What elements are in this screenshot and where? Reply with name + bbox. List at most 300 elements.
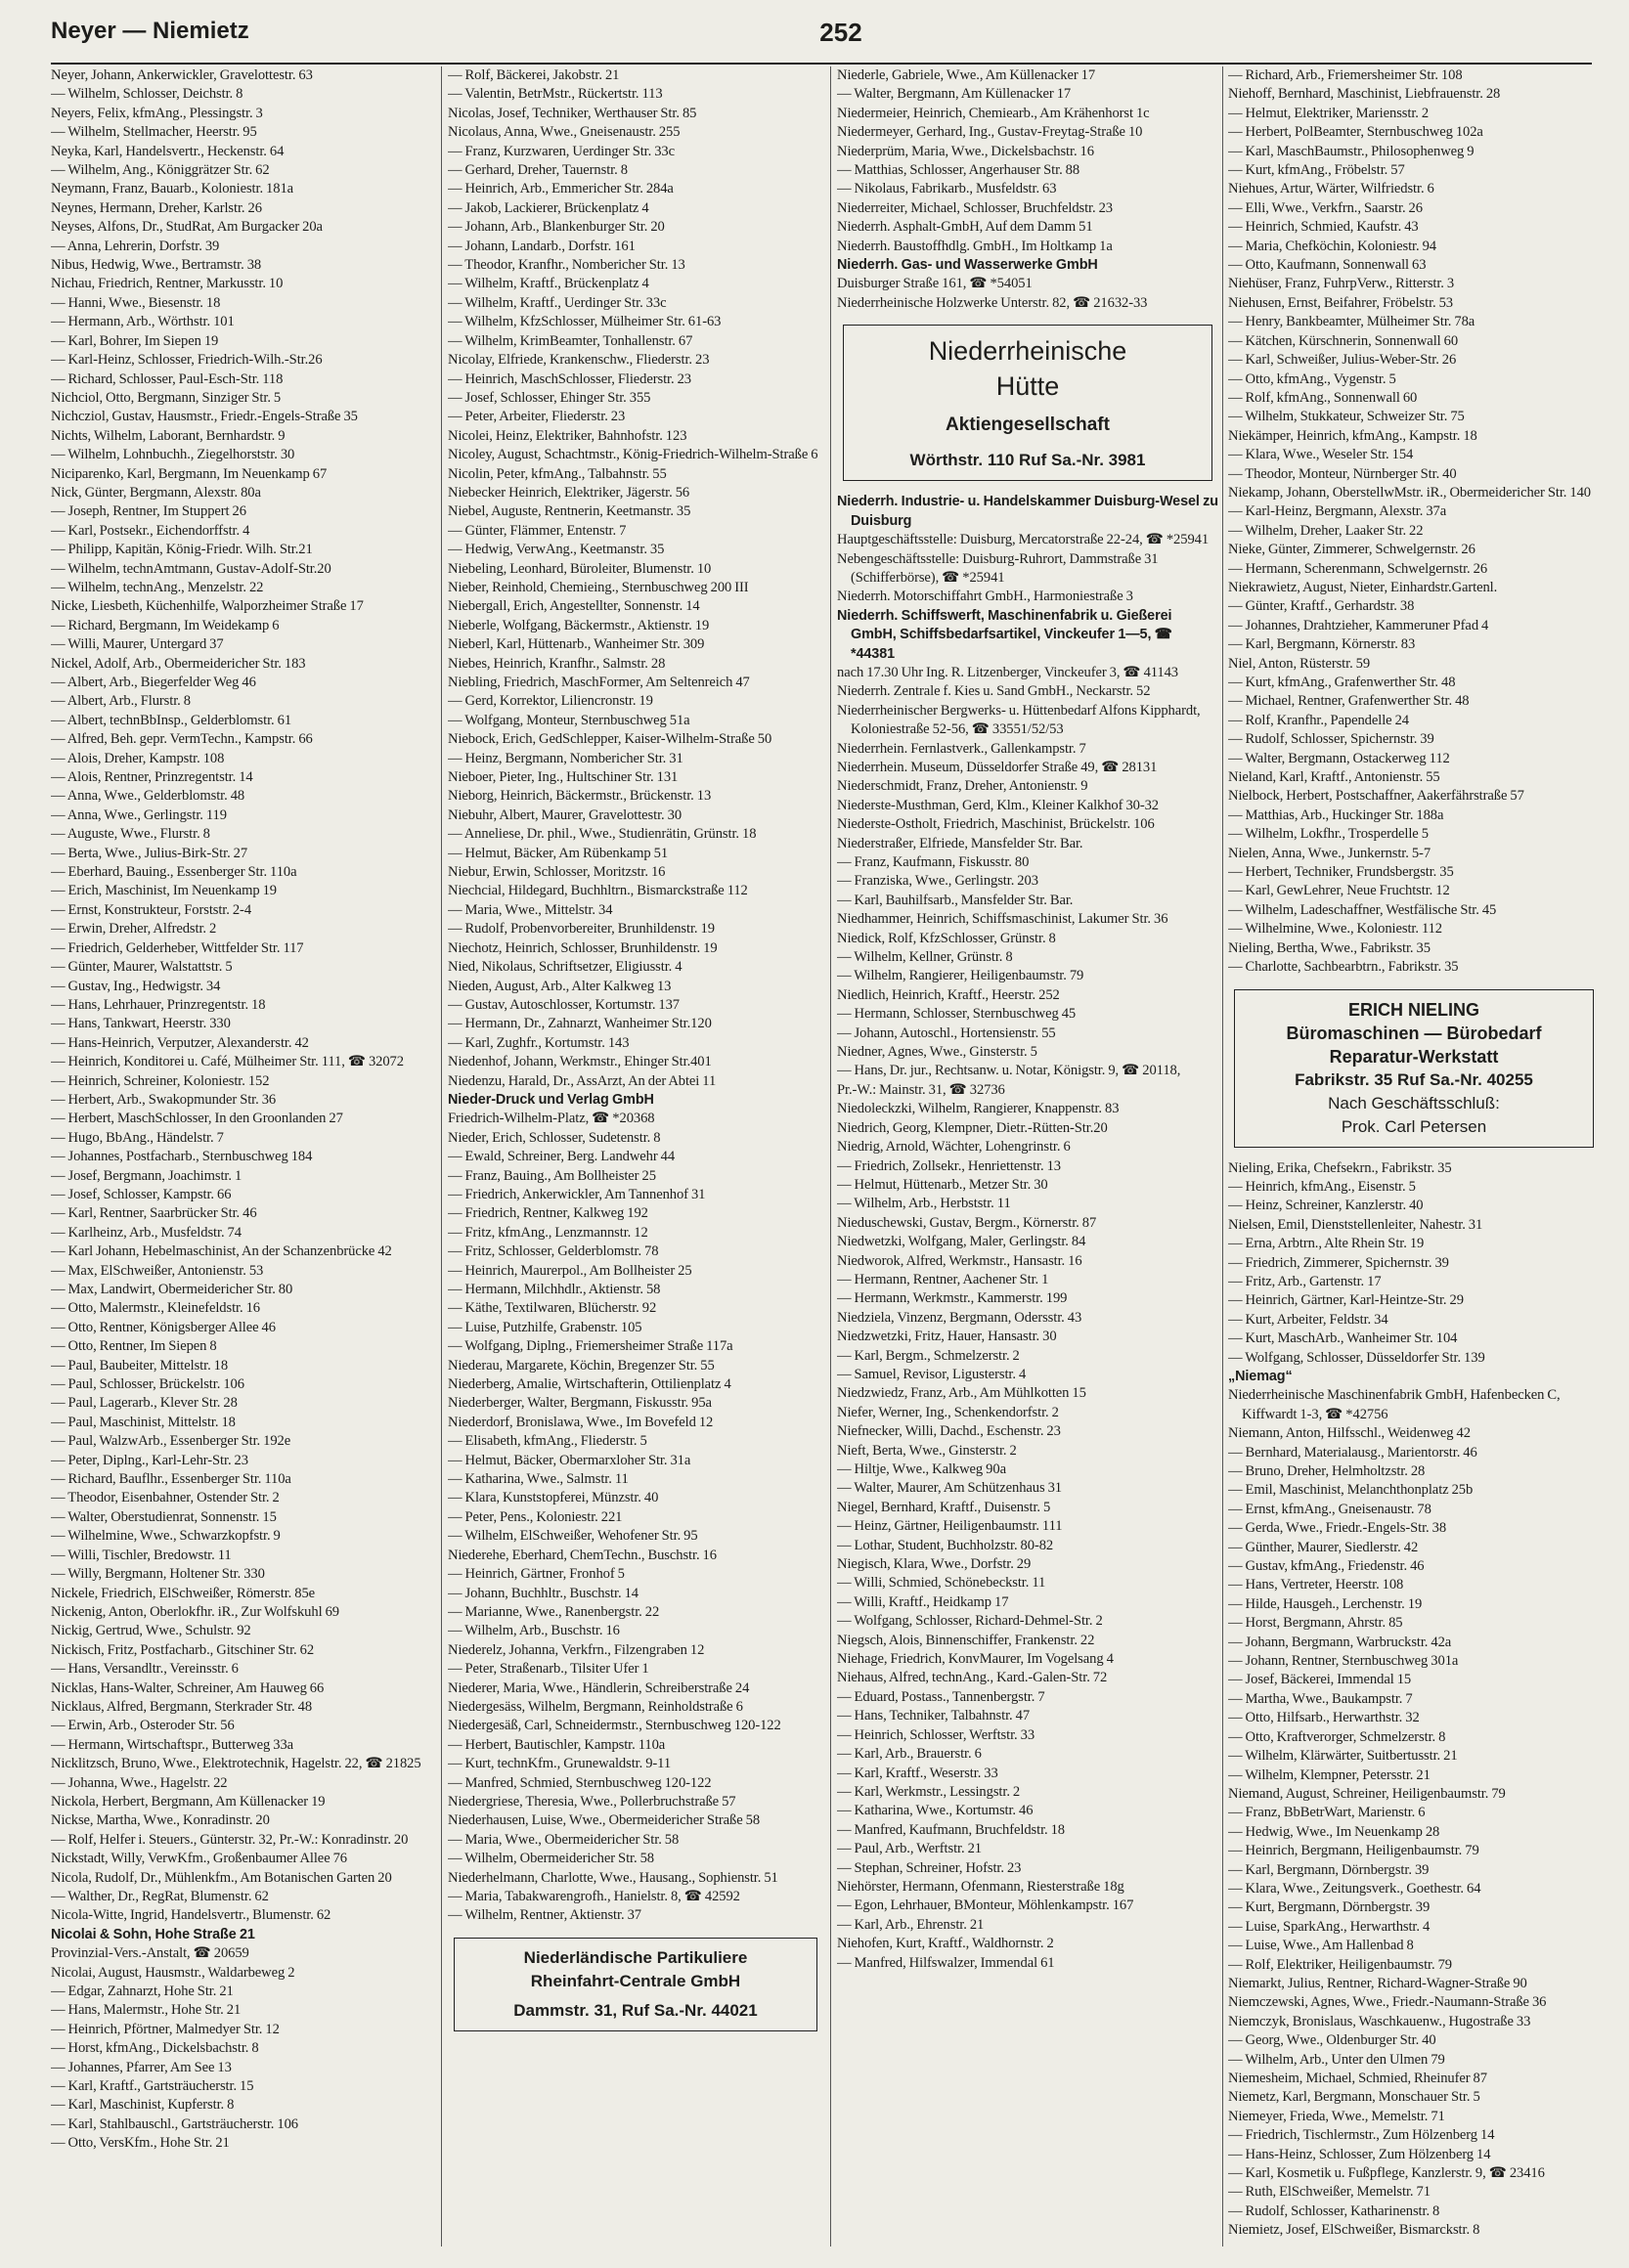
directory-entry: Nielsen, Emil, Dienststellenleiter, Nahestr. 31	[1228, 1216, 1483, 1233]
directory-entry: — Martha, Wwe., Baukampstr. 7	[1228, 1690, 1413, 1707]
directory-entry: Niebling, Friedrich, MaschFormer, Am Seltenreich 47	[448, 675, 750, 690]
directory-entry: — Heinrich, Pförtner, Malmedyer Str. 12	[51, 2021, 280, 2037]
directory-entry: Niederstraßer, Elfriede, Mansfelder Str. Bar.	[837, 835, 1083, 851]
directory-entry: — Richard, Schlosser, Paul-Esch-Str. 118	[51, 371, 284, 387]
directory-entry: Nielen, Anna, Wwe., Junkernstr. 5-7	[1228, 845, 1431, 861]
directory-entry: — Egon, Lehrhauer, BMonteur, Möhlenkampstr. 167	[837, 1897, 1134, 1914]
directory-entry: Niechotz, Heinrich, Schlosser, Brunhildenstr. 19	[448, 939, 718, 956]
directory-entry: Nickele, Friedrich, ElSchweißer, Römerstr. 85e	[51, 1585, 316, 1601]
directory-entry: — Luise, SparkAng., Herwarthstr. 4	[1228, 1918, 1431, 1935]
directory-entry: — Günther, Maurer, Siedlerstr. 42	[1228, 1539, 1419, 1555]
directory-entry: — Albert, technBbInsp., Gelderblomstr. 61	[51, 712, 292, 728]
directory-entry: Duisburger Straße 161, ☎ *54051	[837, 276, 1033, 292]
directory-entry: — Elli, Wwe., Verkfrn., Saarstr. 26	[1228, 199, 1423, 216]
directory-entry: — Rolf, kfmAng., Sonnenwall 60	[1228, 389, 1418, 406]
directory-entry: Nieborg, Heinrich, Bäckermstr., Brückenstr. 13	[448, 788, 712, 805]
directory-entry: — Gustav, Autoschlosser, Kortumstr. 137	[448, 996, 681, 1013]
directory-entry: — Erich, Maschinist, Im Neuenkamp 19	[51, 883, 277, 899]
directory-entry: Niedziela, Vinzenz, Bergmann, Odersstr. 43	[837, 1309, 1082, 1326]
directory-entry: Nick, Günter, Bergmann, Alexstr. 80a	[51, 484, 261, 501]
directory-entry: — Georg, Wwe., Oldenburger Str. 40	[1228, 2032, 1436, 2049]
directory-entry: — Ernst, kfmAng., Gneisenaustr. 78	[1228, 1501, 1431, 1517]
directory-entry: — Heinrich, Bergmann, Heiligenbaumstr. 79	[1228, 1843, 1479, 1859]
directory-entry: — Heinrich, Konditorei u. Café, Mülheimer Str. 111, ☎ 32072	[51, 1054, 404, 1070]
directory-entry: — Anneliese, Dr. phil., Wwe., Studienrätin, Grünstr. 18	[448, 826, 757, 843]
directory-entry: — Karl, Bergmann, Körnerstr. 83	[1228, 636, 1416, 653]
directory-entry: — Maria, Chefköchin, Koloniestr. 94	[1228, 238, 1436, 254]
directory-entry: — Karl, Bergmann, Dörnbergstr. 39	[1228, 1861, 1430, 1878]
directory-entry: Niederschmidt, Franz, Dreher, Antonienstr. 9	[837, 778, 1088, 795]
directory-entry: — Fritz, Schlosser, Gelderblomstr. 78	[448, 1243, 659, 1260]
ad-line: Rheinfahrt-Centrale GmbH	[530, 1971, 741, 1990]
directory-entry: — Wilhelm, technAmtmann, Gustav-Adolf-Str.20	[51, 560, 331, 577]
directory-entry: — Wilhelm, Schlosser, Deichstr. 8	[51, 86, 243, 103]
page-number: 252	[819, 18, 862, 47]
directory-entry: — Franz, Bauing., Am Bollheister 25	[448, 1167, 656, 1184]
directory-entry: — Karl, Kosmetik u. Fußpflege, Kanzlerstr. 9, ☎ 23416	[1228, 2165, 1545, 2182]
directory-entry: — Maria, Wwe., Mittelstr. 34	[448, 901, 613, 918]
directory-entry: — Walther, Dr., RegRat, Blumenstr. 62	[51, 1889, 269, 1904]
directory-entry: — Helmut, Elektriker, Mariensstr. 2	[1228, 105, 1430, 121]
directory-entry: — Karl, Arb., Brauerstr. 6	[837, 1746, 982, 1763]
directory-entry: Nied, Nikolaus, Schriftsetzer, Eligiusstr. 4	[448, 959, 682, 976]
directory-entry: Niedlich, Heinrich, Kraftf., Heerstr. 252	[837, 986, 1060, 1003]
directory-entry: — Bruno, Dreher, Helmholtzstr. 28	[1228, 1463, 1426, 1479]
directory-entry: — Wilhelm, technAng., Menzelstr. 22	[51, 579, 264, 595]
directory-entry: Niedergriese, Theresia, Wwe., Pollerbruchstraße 57	[448, 1793, 736, 1810]
directory-entry: Niehoff, Bernhard, Maschinist, Liebfrauenstr. 28	[1228, 86, 1501, 103]
directory-entry: — Karl, Schweißer, Julius-Weber-Str. 26	[1228, 352, 1457, 369]
directory-entry: — Heinrich, MaschSchlosser, Fliederstr. 23	[448, 371, 691, 387]
directory-entry: — Willy, Bergmann, Holtener Str. 330	[51, 1566, 265, 1583]
directory-entry: Nickisch, Fritz, Postfacharb., Gitschiner Str. 62	[51, 1641, 315, 1658]
directory-entry: — Kurt, technKfm., Grunewaldstr. 9-11	[448, 1756, 672, 1772]
directory-entry: — Johann, Buchhltr., Buschstr. 14	[448, 1585, 638, 1601]
directory-entry: Niedrich, Georg, Klempner, Dietr.-Rütten-Str.20	[837, 1119, 1108, 1136]
directory-entry: — Katharina, Wwe., Kortumstr. 46	[837, 1803, 1034, 1819]
directory-entry: — Richard, Bauflhr., Essenberger Str. 110a	[51, 1471, 291, 1488]
directory-entry: Niebes, Heinrich, Kranfhr., Salmstr. 28	[448, 655, 666, 672]
directory-entry: Niebur, Erwin, Schlosser, Moritzstr. 16	[448, 864, 666, 881]
directory-entry: Niegisch, Klara, Wwe., Dorfstr. 29	[837, 1556, 1032, 1573]
directory-entry: Niemarkt, Julius, Rentner, Richard-Wagner-Straße 90	[1228, 1975, 1527, 1991]
directory-entry: — Wilhelm, Kellner, Grünstr. 8	[837, 949, 1013, 966]
directory-entry: — Stephan, Schreiner, Hofstr. 23	[837, 1859, 1022, 1876]
directory-entry: Niedrig, Arnold, Wächter, Lohengrinstr. 6	[837, 1139, 1071, 1156]
directory-entry: — Heinrich, Schlosser, Werftstr. 33	[837, 1726, 1035, 1743]
directory-entry: — Rolf, Kranfhr., Papendelle 24	[1228, 712, 1409, 728]
directory-entry: — Berta, Wwe., Julius-Birk-Str. 27	[51, 845, 248, 861]
column-4	[1228, 66, 1600, 2256]
directory-entry: Niefer, Werner, Ing., Schenkendorfstr. 2	[837, 1404, 1059, 1420]
directory-entry: — Karl, Kraftf., Gartsträucherstr. 15	[51, 2078, 254, 2095]
directory-entry: — Otto, Rentner, Königsberger Allee 46	[51, 1319, 276, 1335]
directory-entry: Nicolei, Heinz, Elektriker, Bahnhofstr. 123	[448, 427, 687, 444]
directory-entry: — Friedrich, Gelderheber, Wittfelder Str. 117	[51, 939, 304, 956]
directory-entry: Niehaus, Alfred, technAng., Kard.-Galen-Str. 72	[837, 1670, 1108, 1686]
directory-entry: Nieder-Druck und Verlag GmbH	[448, 1091, 654, 1108]
directory-entry: — Wilhelm, Dreher, Laaker Str. 22	[1228, 522, 1424, 539]
directory-entry: Niederhausen, Luise, Wwe., Obermeidericher Straße 58	[448, 1812, 761, 1829]
directory-entry: Provinzial-Vers.-Anstalt, ☎ 20659	[51, 1945, 249, 1962]
directory-entry: — Paul, Arb., Werftstr. 21	[837, 1841, 982, 1857]
directory-entry: — Wilhelm, Stellmacher, Heerstr. 95	[51, 124, 257, 141]
directory-entry: Nebengeschäftsstelle: Duisburg-Ruhrort, Dammstraße 31 (Schifferbörse), ☎ *25941	[837, 550, 1159, 586]
directory-entry: Niegel, Bernhard, Kraftf., Duisenstr. 5	[837, 1499, 1051, 1515]
directory-entry: — Kurt, kfmAng., Fröbelstr. 57	[1228, 162, 1405, 179]
directory-entry: — Wolfgang, Schlosser, Düsseldorfer Str. 139	[1228, 1349, 1485, 1366]
directory-entry: — Theodor, Eisenbahner, Ostender Str. 2	[51, 1490, 280, 1506]
directory-entry: — Karlheinz, Arb., Musfeldstr. 74	[51, 1224, 242, 1241]
directory-entry: — Johannes, Pfarrer, Am See 13	[51, 2059, 232, 2075]
directory-entry: Niedermeyer, Gerhard, Ing., Gustav-Freytag-Straße 10	[837, 124, 1143, 141]
directory-entry: — Willi, Kraftf., Heidkamp 17	[837, 1593, 1009, 1610]
directory-entry: — Matthias, Arb., Huckinger Str. 188a	[1228, 807, 1444, 823]
directory-entry: — Karl-Heinz, Bergmann, Alexstr. 37a	[1228, 503, 1447, 520]
directory-entry: — Johann, Landarb., Dorfstr. 161	[448, 238, 636, 254]
directory-entry: — Manfred, Kaufmann, Bruchfeldstr. 18	[837, 1821, 1066, 1838]
directory-entry: — Wilhelm, Rangierer, Heiligenbaumstr. 79	[837, 968, 1084, 984]
directory-entry: Niehusen, Ernst, Beifahrer, Fröbelstr. 53	[1228, 294, 1454, 311]
directory-entry: Niederberger, Walter, Bergmann, Fiskusstr. 95a	[448, 1395, 712, 1412]
directory-entry: — Hans-Heinz, Schlosser, Zum Hölzenberg 14	[1228, 2146, 1491, 2162]
directory-entry: Niemczyk, Bronislaus, Waschkauenw., Hugostraße 33	[1228, 2013, 1531, 2029]
ad-line: Niederrheinische	[928, 336, 1127, 367]
directory-entry: — Gustav, kfmAng., Friedenstr. 46	[1228, 1558, 1425, 1575]
directory-entry: Niederehe, Eberhard, ChemTechn., Buschstr. 16	[448, 1547, 717, 1563]
directory-entry: — Karl-Heinz, Schlosser, Friedrich-Wilh.-Str.26	[51, 352, 323, 369]
directory-entry: — Hermann, Schlosser, Sternbuschweg 45	[837, 1006, 1077, 1023]
directory-entry: — Karl, Kraftf., Weserstr. 33	[837, 1765, 998, 1781]
directory-entry: — Wilhelm, Ladeschaffner, Westfälische Str. 45	[1228, 901, 1497, 918]
directory-entry: — Horst, kfmAng., Dickelsbachstr. 8	[51, 2040, 259, 2057]
directory-entry: Niederrh. Zentrale f. Kies u. Sand GmbH., Neckarstr. 52	[837, 683, 1151, 700]
directory-entry: — Max, ElSchweißer, Antonienstr. 53	[51, 1262, 264, 1279]
directory-entry: — Katharina, Wwe., Salmstr. 11	[448, 1471, 629, 1488]
directory-entry: Niedzwetzki, Fritz, Hauer, Hansastr. 30	[837, 1329, 1057, 1345]
directory-entry: — Otto, Kaufmann, Sonnenwall 63	[1228, 257, 1427, 274]
directory-entry: Niemeyer, Frieda, Wwe., Memelstr. 71	[1228, 2108, 1445, 2124]
directory-entry: — Klara, Kunststopferei, Münzstr. 40	[448, 1490, 659, 1506]
directory-entry: Niebecker Heinrich, Elektriker, Jägerstr. 56	[448, 484, 690, 501]
directory-entry: — Alois, Dreher, Kampstr. 108	[51, 750, 225, 766]
directory-entry: — Hermann, Arb., Wörthstr. 101	[51, 314, 235, 330]
directory-entry: Nieke, Günter, Zimmerer, Schwelgernstr. 26	[1228, 542, 1475, 558]
directory-entry: Niederrh. Asphalt-GmbH, Auf dem Damm 51	[837, 219, 1093, 236]
directory-entry: — Karl, Arb., Ehrenstr. 21	[837, 1916, 985, 1933]
directory-entry: Niedoleckzki, Wilhelm, Rangierer, Knappenstr. 83	[837, 1101, 1120, 1117]
directory-entry: — Rudolf, Probenvorbereiter, Brunhildenstr. 19	[448, 921, 715, 938]
directory-entry: — Hiltje, Wwe., Kalkweg 90a	[837, 1461, 1006, 1477]
directory-entry: — Klara, Wwe., Zeitungsverk., Goethestr. 64	[1228, 1880, 1481, 1897]
directory-entry: — Hermann, Wirtschaftspr., Butterweg 33a	[51, 1736, 294, 1753]
directory-entry: Niemann, Anton, Hilfsschl., Weidenweg 42	[1228, 1425, 1471, 1442]
directory-entry: — Johann, Bergmann, Warbruckstr. 42a	[1228, 1634, 1452, 1650]
directory-entry: — Walter, Bergmann, Am Küllenacker 17	[837, 86, 1072, 103]
directory-entry: — Paul, Schlosser, Brückelstr. 106	[51, 1376, 244, 1393]
directory-entry: — Hedwig, Wwe., Im Neuenkamp 28	[1228, 1823, 1440, 1840]
directory-entry: Niedworok, Alfred, Werkmstr., Hansastr. 16	[837, 1252, 1082, 1269]
directory-entry: — Horst, Bergmann, Ahrstr. 85	[1228, 1615, 1403, 1632]
directory-entry: Niemetz, Karl, Bergmann, Monschauer Str. 5	[1228, 2089, 1480, 2106]
directory-entry: — Anna, Wwe., Gerlingstr. 119	[51, 807, 227, 823]
directory-entry: — Wolfgang, Monteur, Sternbuschweg 51a	[448, 712, 690, 728]
advertisement-erich-nieling	[1234, 989, 1594, 1148]
directory-entry: — Walter, Bergmann, Ostackerweg 112	[1228, 750, 1450, 766]
directory-entry: — Kurt, Bergmann, Dörnbergstr. 39	[1228, 1899, 1431, 1916]
directory-entry: Niedhammer, Heinrich, Schiffsmaschinist, Lakumer Str. 36	[837, 911, 1168, 928]
directory-entry: Niedenhof, Johann, Werkmstr., Ehinger Str.401	[448, 1054, 712, 1070]
directory-entry: — Heinz, Schreiner, Kanzlerstr. 40	[1228, 1198, 1424, 1214]
directory-entry: — Kurt, Arbeiter, Feldstr. 34	[1228, 1311, 1388, 1328]
directory-entry: — Günter, Kraftf., Gerhardstr. 38	[1228, 598, 1415, 615]
directory-entry: — Wilhelm, Kraftf., Uerdinger Str. 33c	[448, 294, 667, 311]
directory-entry: Niederste-Ostholt, Friedrich, Maschinist, Brückelstr. 106	[837, 816, 1155, 833]
directory-entry: — Gerhard, Dreher, Tauernstr. 8	[448, 162, 628, 179]
directory-entry: — Herbert, Techniker, Frundsbergstr. 35	[1228, 864, 1454, 881]
directory-entry: — Hans, Vertreter, Heerstr. 108	[1228, 1577, 1404, 1593]
directory-entry: — Herbert, Bautischler, Kampstr. 110a	[448, 1736, 666, 1753]
directory-entry: Niederberg, Amalie, Wirtschafterin, Ottilienplatz 4	[448, 1376, 731, 1393]
directory-entry: Niedzwiedz, Franz, Arb., Am Mühlkotten 15	[837, 1385, 1086, 1402]
directory-entry: — Wilhelm, Ang., Königgrätzer Str. 62	[51, 162, 270, 179]
directory-entry: — Wilhelm, Arb., Unter den Ulmen 79	[1228, 2051, 1445, 2068]
directory-entry: — Karl, Postsekr., Eichendorffstr. 4	[51, 522, 250, 539]
directory-entry: — Wolfgang, Diplng., Friemersheimer Straße 117a	[448, 1338, 733, 1355]
directory-entry: Niedick, Rolf, KfzSchlosser, Grünstr. 8	[837, 930, 1056, 946]
directory-entry: Niemand, August, Schreiner, Heiligenbaumstr. 79	[1228, 1785, 1506, 1802]
directory-entry: Nickstadt, Willy, VerwKfm., Großenbaumer Allee 76	[51, 1851, 348, 1867]
directory-entry: Niekämper, Heinrich, kfmAng., Kampstr. 18	[1228, 427, 1477, 444]
directory-entry: — Paul, Maschinist, Mittelstr. 18	[51, 1414, 236, 1430]
directory-entry: — Nikolaus, Fabrikarb., Musfeldstr. 63	[837, 181, 1057, 197]
directory-entry: — Franz, Kurzwaren, Uerdinger Str. 33c	[448, 143, 675, 159]
directory-entry: Nieling, Bertha, Wwe., Fabrikstr. 35	[1228, 939, 1431, 956]
directory-entry: Niebergall, Erich, Angestellter, Sonnenstr. 14	[448, 598, 700, 615]
directory-entry: Nicolay, Elfriede, Krankenschw., Fliederstr. 23	[448, 352, 710, 369]
directory-entry: — Max, Landwirt, Obermeidericher Str. 80	[51, 1282, 293, 1297]
directory-entry: — Karl, GewLehrer, Neue Fruchtstr. 12	[1228, 883, 1450, 899]
directory-entry: — Elisabeth, kfmAng., Fliederstr. 5	[448, 1433, 647, 1450]
directory-entry: Niedermeier, Heinrich, Chemiearb., Am Krähenhorst 1c	[837, 105, 1150, 121]
directory-entry: — Karl, Maschinist, Kupferstr. 8	[51, 2097, 235, 2114]
directory-entry: — Wilhelm, Stukkateur, Schweizer Str. 75	[1228, 409, 1465, 425]
directory-entry: Niehage, Friedrich, KonvMaurer, Im Vogelsang 4	[837, 1651, 1114, 1668]
directory-entry: — Willi, Schmied, Schönebeckstr. 11	[837, 1575, 1046, 1592]
directory-entry: — Emil, Maschinist, Melanchthonplatz 25b	[1228, 1482, 1474, 1499]
directory-entry: — Karl Johann, Hebelmaschinist, An der Schanzenbrücke 42	[51, 1243, 392, 1260]
directory-entry: — Theodor, Kranfhr., Nombericher Str. 13	[448, 257, 685, 274]
directory-entry: — Wolfgang, Schlosser, Richard-Dehmel-Str. 2	[837, 1613, 1103, 1630]
directory-entry: — Heinrich, Gärtner, Fronhof 5	[448, 1566, 625, 1583]
directory-entry: — Charlotte, Sachbearbtrn., Fabrikstr. 35	[1228, 959, 1459, 976]
directory-entry: Nicolin, Peter, kfmAng., Talbahnstr. 55	[448, 465, 667, 482]
directory-entry: Nickola, Herbert, Bergmann, Am Küllenacker 19	[51, 1793, 326, 1810]
directory-entry: Nicke, Liesbeth, Küchenhilfe, Walporzheimer Straße 17	[51, 598, 364, 615]
directory-entry: — Wilhelm, Obermeidericher Str. 58	[448, 1851, 654, 1867]
directory-entry: — Eberhard, Bauing., Essenberger Str. 110a	[51, 864, 297, 881]
directory-entry: Niederhelmann, Charlotte, Wwe., Hausang., Sophienstr. 51	[448, 1869, 778, 1886]
directory-entry: — Karl, MaschBaumstr., Philosophenweg 9	[1228, 143, 1475, 159]
directory-entry: — Wilhelm, Klärwärter, Suitbertusstr. 21	[1228, 1748, 1458, 1765]
directory-entry: — Hanni, Wwe., Biesenstr. 18	[51, 294, 221, 311]
directory-entry: Niechcial, Hildegard, Buchhltrn., Bismarckstraße 112	[448, 883, 748, 899]
directory-entry: — Edgar, Zahnarzt, Hohe Str. 21	[51, 1984, 234, 2000]
directory-entry: — Hedwig, VerwAng., Keetmanstr. 35	[448, 542, 665, 558]
directory-entry: — Anna, Lehrerin, Dorfstr. 39	[51, 238, 220, 254]
directory-entry: — Johannes, Postfacharb., Sternbuschweg 184	[51, 1149, 313, 1165]
directory-entry: — Hugo, BbAng., Händelstr. 7	[51, 1129, 224, 1146]
directory-entry: Nieberl, Karl, Hüttenarb., Wanheimer Str. 309	[448, 636, 705, 653]
directory-entry: Niederrheinische Maschinenfabrik GmbH, Hafenbecken C, Kiffwardt 1-3, ☎ *42756	[1228, 1387, 1561, 1422]
directory-entry: — Richard, Arb., Friemersheimer Str. 108	[1228, 67, 1463, 83]
directory-entry: Nicolai, August, Hausmstr., Waldarbeweg 2	[51, 1964, 295, 1981]
directory-entry: Niederrheinische Holzwerke Unterstr. 82, ☎ 21632-33	[837, 294, 1148, 311]
directory-entry: — Paul, WalzwArb., Essenberger Str. 192e	[51, 1433, 291, 1450]
directory-entry: — Josef, Bergmann, Joachimstr. 1	[51, 1167, 242, 1184]
directory-entry: — Willi, Tischler, Bredowstr. 11	[51, 1547, 232, 1563]
directory-entry: — Friedrich, Zollsekr., Henriettenstr. 13	[837, 1157, 1061, 1174]
directory-entry: Nieboer, Pieter, Ing., Hultschiner Str. 131	[448, 769, 679, 786]
directory-entry: — Otto, Hilfsarb., Herwarthstr. 32	[1228, 1710, 1420, 1726]
directory-entry: Niedenzu, Harald, Dr., AssArzt, An der Abtei 11	[448, 1072, 717, 1089]
directory-entry: Niederreiter, Michael, Schlosser, Bruchfeldstr. 23	[837, 199, 1113, 216]
ad-line: Prok. Carl Petersen	[1341, 1116, 1487, 1136]
directory-entry: — Otto, kfmAng., Vygenstr. 5	[1228, 371, 1396, 387]
directory-entry: — Käthe, Textilwaren, Blücherstr. 92	[448, 1300, 657, 1317]
ad-line: Niederländische Partikuliere	[523, 1947, 748, 1967]
directory-entry: Niemietz, Josef, ElSchweißer, Bismarckstr. 8	[1228, 2222, 1480, 2239]
directory-entry: — Heinrich, Maurerpol., Am Bollheister 25	[448, 1262, 692, 1279]
column-divider	[1222, 66, 1223, 2246]
ad-line: Hütte	[995, 371, 1060, 402]
directory-entry: Nicklitzsch, Bruno, Wwe., Elektrotechnik, Hagelstr. 22, ☎ 21825	[51, 1756, 421, 1772]
directory-entry: Nichcziol, Gustav, Hausmstr., Friedr.-Engels-Straße 35	[51, 409, 358, 425]
directory-entry: — Anna, Wwe., Gelderblomstr. 48	[51, 788, 245, 805]
directory-entry: — Heinrich, Schreiner, Koloniestr. 152	[51, 1072, 270, 1089]
ad-line: Büromaschinen — Bürobedarf	[1286, 1023, 1542, 1043]
directory-entry: Niederle, Gabriele, Wwe., Am Küllenacker 17	[837, 67, 1096, 83]
directory-entry: — Otto, Rentner, Im Siepen 8	[51, 1338, 217, 1355]
directory-entry: — Philipp, Kapitän, König-Friedr. Wilh. Str.21	[51, 542, 313, 558]
directory-entry: — Johanna, Wwe., Hagelstr. 22	[51, 1774, 228, 1791]
directory-entry: — Peter, Straßenarb., Tilsiter Ufer 1	[448, 1661, 649, 1678]
directory-entry: — Albert, Arb., Biegerfelder Weg 46	[51, 675, 256, 690]
directory-entry: Neyses, Alfons, Dr., StudRat, Am Burgacker 20a	[51, 219, 323, 236]
directory-entry: — Günter, Flämmer, Entenstr. 7	[448, 522, 627, 539]
directory-entry: — Maria, Wwe., Obermeidericher Str. 58	[448, 1831, 680, 1848]
directory-entry: — Gustav, Ing., Hedwigstr. 34	[51, 978, 221, 994]
directory-entry: — Hans, Lehrhauer, Prinzregentstr. 18	[51, 996, 266, 1013]
directory-entry: — Johannes, Drahtzieher, Kammeruner Pfad 4	[1228, 617, 1489, 633]
directory-entry: Niederer, Maria, Wwe., Händlerin, Schreiberstraße 24	[448, 1679, 750, 1696]
directory-entry: — Hilde, Hausgeh., Lerchenstr. 19	[1228, 1595, 1423, 1612]
directory-entry: — Karl, Stahlbauschl., Gartsträucherstr. 106	[51, 2115, 298, 2132]
directory-entry: — Franz, Kaufmann, Fiskusstr. 80	[837, 854, 1030, 870]
directory-entry: — Hermann, Milchhdlr., Aktienstr. 58	[448, 1282, 661, 1297]
directory-entry: — Wilhelm, ElSchweißer, Wehofener Str. 95	[448, 1528, 698, 1545]
directory-entry: Nicolai & Sohn, Hohe Straße 21	[51, 1926, 255, 1942]
directory-entry: Niederste-Musthman, Gerd, Klm., Kleiner Kalkhof 30-32	[837, 797, 1159, 813]
directory-entry: — Karl, Zughfr., Kortumstr. 143	[448, 1034, 630, 1051]
directory-entry: — Herbert, PolBeamter, Sternbuschweg 102a	[1228, 124, 1483, 141]
directory-entry: — Alois, Rentner, Prinzregentstr. 14	[51, 769, 253, 786]
advertisement-niederrheinische-huette	[843, 325, 1212, 481]
directory-entry: — Johann, Autoschl., Hortensienstr. 55	[837, 1025, 1056, 1041]
directory-entry: — Rolf, Helfer i. Steuers., Günterstr. 32, Pr.-W.: Konradinstr. 20	[51, 1831, 409, 1848]
directory-entry: — Henry, Bankbeamter, Mülheimer Str. 78a	[1228, 314, 1475, 330]
directory-entry: Nielbock, Herbert, Postschaffner, Aakerfährstraße 57	[1228, 788, 1524, 805]
directory-entry: Nickenig, Anton, Oberlokfhr. iR., Zur Wolfskuhl 69	[51, 1603, 339, 1620]
page-header	[0, 14, 1629, 59]
directory-entry: — Ruth, ElSchweißer, Memelstr. 71	[1228, 2184, 1431, 2201]
directory-entry: Nichau, Friedrich, Rentner, Markusstr. 10	[51, 276, 284, 292]
directory-entry: — Matthias, Schlosser, Angerhauser Str. 88	[837, 162, 1080, 179]
directory-entry: Niciparenko, Karl, Bergmann, Im Neuenkamp 67	[51, 465, 328, 482]
directory-entry: — Josef, Schlosser, Ehinger Str. 355	[448, 389, 651, 406]
directory-entry: Nieft, Berta, Wwe., Ginsterstr. 2	[837, 1442, 1017, 1459]
directory-entry: — Johann, Arb., Blankenburger Str. 20	[448, 219, 665, 236]
directory-entry: — Willi, Maurer, Untergard 37	[51, 636, 224, 653]
directory-entry: — Friedrich, Tischlermstr., Zum Hölzenberg 14	[1228, 2127, 1495, 2144]
directory-entry: Niebock, Erich, GedSchlepper, Kaiser-Wilhelm-Straße 50	[448, 731, 772, 748]
directory-entry: Nickel, Adolf, Arb., Obermeidericher Str. 183	[51, 655, 306, 672]
directory-entry: — Friedrich, Zimmerer, Spichernstr. 39	[1228, 1254, 1449, 1271]
directory-entry: — Wilhelmine, Wwe., Koloniestr. 112	[1228, 921, 1443, 938]
directory-entry: — Herbert, MaschSchlosser, In den Groonlanden 27	[51, 1111, 343, 1127]
directory-entry: — Fritz, kfmAng., Lenzmannstr. 12	[448, 1224, 648, 1241]
directory-entry: — Auguste, Wwe., Flurstr. 8	[51, 826, 210, 843]
directory-entry: Niedergesäss, Wilhelm, Bergmann, Reinholdstraße 6	[448, 1698, 743, 1715]
directory-entry: — Rudolf, Schlosser, Katharinenstr. 8	[1228, 2203, 1440, 2219]
directory-entry: — Hermann, Scherenmann, Schwelgernstr. 26	[1228, 560, 1488, 577]
directory-entry: — Ernst, Konstrukteur, Forststr. 2-4	[51, 901, 252, 918]
directory-entry: — Paul, Baubeiter, Mittelstr. 18	[51, 1357, 229, 1374]
directory-entry: — Heinrich, kfmAng., Eisenstr. 5	[1228, 1178, 1416, 1195]
directory-entry: Nieder, Erich, Schlosser, Sudetenstr. 8	[448, 1129, 661, 1146]
directory-entry: Friedrich-Wilhelm-Platz, ☎ *20368	[448, 1111, 655, 1127]
directory-entry: Niehofen, Kurt, Kraftf., Waldhornstr. 2	[837, 1936, 1054, 1952]
directory-entry: — Walter, Oberstudienrat, Sonnenstr. 15	[51, 1508, 277, 1525]
directory-entry: — Hans, Tankwart, Heerstr. 330	[51, 1016, 231, 1032]
directory-entry: Niekamp, Johann, OberstellwMstr. iR., Obermeidericher Str. 140	[1228, 484, 1591, 501]
directory-entry: Niel, Anton, Rüsterstr. 59	[1228, 655, 1371, 672]
directory-entry: — Karl, Rentner, Saarbrücker Str. 46	[51, 1205, 257, 1222]
directory-entry: — Alfred, Beh. gepr. VermTechn., Kampstr. 66	[51, 731, 313, 748]
directory-entry: — Hermann, Rentner, Aachener Str. 1	[837, 1271, 1049, 1287]
directory-entry: — Helmut, Bäcker, Obermarxloher Str. 31a	[448, 1452, 691, 1468]
directory-entry: Niegsch, Alois, Binnenschiffer, Frankenstr. 22	[837, 1632, 1095, 1648]
directory-entry: Niekrawietz, August, Nieter, Einhardstr.Gartenl.	[1228, 579, 1498, 595]
directory-entry: — Joseph, Rentner, Im Stuppert 26	[51, 503, 246, 520]
directory-entry: Nieber, Reinhold, Chemieing., Sternbuschweg 200 III	[448, 579, 749, 595]
directory-entry: — Josef, Schlosser, Kampstr. 66	[51, 1186, 232, 1202]
directory-entry: — Otto, VersKfm., Hohe Str. 21	[51, 2135, 230, 2152]
directory-entry: — Erwin, Arb., Osteroder Str. 56	[51, 1718, 235, 1734]
directory-entry: — Peter, Arbeiter, Fliederstr. 23	[448, 409, 626, 425]
directory-entry: — Rolf, Elektriker, Heiligenbaumstr. 79	[1228, 1956, 1452, 1973]
column-divider	[830, 66, 831, 2246]
directory-entry: — Karl, Bohrer, Im Siepen 19	[51, 332, 219, 349]
directory-entry: — Heinrich, Schmied, Kaufstr. 43	[1228, 219, 1419, 236]
column-1	[51, 66, 434, 2256]
directory-entry: Nicklaus, Alfred, Bergmann, Sterkrader Str. 48	[51, 1698, 313, 1715]
directory-entry: nach 17.30 Uhr Ing. R. Litzenberger, Vinckeufer 3, ☎ 41143	[837, 664, 1179, 680]
directory-entry: Nichciol, Otto, Bergmann, Sinziger Str. 5	[51, 389, 282, 406]
directory-entry: — Klara, Wwe., Weseler Str. 154	[1228, 447, 1414, 463]
directory-entry: — Wilhelm, Arb., Herbststr. 11	[837, 1196, 1011, 1212]
directory-entry: — Herbert, Arb., Swakopmunder Str. 36	[51, 1091, 277, 1108]
